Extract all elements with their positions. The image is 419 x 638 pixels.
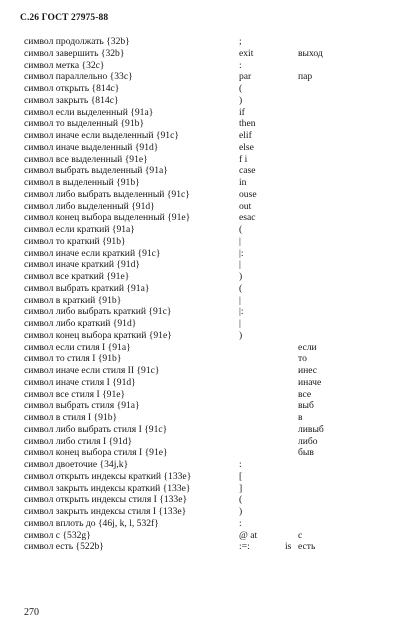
- symbol-russian: ливыб: [298, 423, 324, 435]
- symbol-glyph: |:: [239, 306, 244, 318]
- symbol-description: символ либо стиля I {91d}: [24, 435, 133, 447]
- symbol-description: символ в стиля I {91b}: [24, 412, 118, 423]
- table-row: [0, 424, 419, 436]
- table-row: [0, 248, 419, 260]
- table-row: [0, 271, 419, 283]
- symbol-russian: все: [298, 388, 312, 400]
- symbol-description: символ параллельно {33c}: [24, 71, 133, 83]
- symbol-description: символ иначе стиля I {91d}: [24, 376, 136, 388]
- table-row: [0, 459, 419, 471]
- table-row: [0, 318, 419, 330]
- symbol-glyph: else: [239, 141, 254, 153]
- table-row: [0, 330, 419, 342]
- symbol-russian: иначе: [298, 376, 322, 388]
- symbol-description: символ закрыть индексы стиля I {133e}: [24, 506, 187, 517]
- table-row: [0, 177, 419, 189]
- table-row: [0, 259, 419, 271]
- table-row: [0, 118, 419, 130]
- symbol-description: символ открыть индексы краткий {133e}: [24, 470, 192, 482]
- table-row: [0, 71, 419, 83]
- symbol-glyph: :: [239, 517, 242, 529]
- symbol-glyph: (: [239, 83, 243, 94]
- symbol-description: символ в выделенный {91b}: [24, 177, 140, 188]
- symbol-description: символ либо выделенный {91d}: [24, 200, 155, 212]
- symbol-description: символ выбрать стиля {91a}: [24, 400, 140, 412]
- table-row: [0, 212, 419, 224]
- symbol-description: символ либо краткий {91d}: [24, 318, 137, 329]
- symbol-description: символ если выделенный {91a}: [24, 106, 154, 118]
- symbol-glyph: f i: [239, 153, 248, 165]
- symbol-glyph: ): [239, 506, 243, 517]
- table-row: [0, 471, 419, 483]
- symbol-description: символ открыть индексы стиля I {133e}: [24, 494, 188, 506]
- symbol-russian: если: [298, 341, 317, 353]
- symbol-glyph: in: [239, 177, 247, 188]
- symbol-glyph: ouse: [239, 188, 257, 200]
- symbol-description: символ конец выбора выделенный {91e}: [24, 212, 191, 224]
- table-row: [0, 83, 419, 95]
- symbol-table: [0, 36, 419, 553]
- symbol-description: символ в краткий {91b}: [24, 294, 122, 306]
- symbol-description: символ иначе выделенный {91d}: [24, 141, 159, 153]
- symbol-glyph: |: [239, 259, 241, 271]
- symbol-russian: выб: [298, 400, 314, 412]
- table-row: [0, 201, 419, 213]
- symbol-glyph: if: [239, 106, 245, 118]
- table-row: [0, 541, 419, 553]
- table-row: [0, 494, 419, 506]
- symbol-glyph: (: [239, 494, 243, 506]
- symbol-description: символ либо выбрать краткий {91c}: [24, 306, 172, 318]
- symbol-russian: быв: [298, 447, 314, 459]
- symbol-glyph: ): [239, 94, 243, 106]
- symbol-glyph: |: [239, 294, 241, 306]
- symbol-description: символ либо выбрать стиля I {91c}: [24, 423, 168, 435]
- symbol-russian: то: [298, 353, 307, 365]
- symbol-description: символ конец выбора стиля I {91e}: [24, 447, 168, 459]
- symbol-glyph: [: [239, 470, 243, 482]
- table-row: [0, 130, 419, 142]
- symbol-glyph: :=:: [239, 541, 250, 553]
- symbol-russian: с: [298, 529, 303, 541]
- symbol-glyph: ): [239, 329, 243, 341]
- symbol-russian: инес: [298, 365, 318, 376]
- table-row: [0, 483, 419, 495]
- table-row: [0, 95, 419, 107]
- table-row: [0, 36, 419, 48]
- symbol-glyph: |: [239, 235, 241, 247]
- page-header: С.26 ГОСТ 27975-88: [20, 13, 109, 23]
- table-row: [0, 142, 419, 154]
- symbol-glyph: exit: [239, 47, 254, 59]
- table-row: [0, 365, 419, 377]
- table-row: [0, 295, 419, 307]
- symbol-description: символ если стиля I {91a}: [24, 341, 131, 353]
- table-row: [0, 306, 419, 318]
- symbol-russian: либо: [298, 435, 318, 447]
- table-row: [0, 107, 419, 119]
- symbol-glyph: out: [239, 200, 252, 212]
- symbol-glyph: |: [239, 318, 241, 329]
- symbol-description: символ иначе если стиля II {91c}: [24, 365, 160, 376]
- table-row: [0, 224, 419, 236]
- symbol-glyph: ]: [239, 482, 243, 494]
- table-row: [0, 506, 419, 518]
- symbol-description: символ выбрать выделенный {91a}: [24, 165, 168, 177]
- symbol-description: символ выбрать краткий {91a}: [24, 282, 150, 294]
- symbol-glyph: :: [239, 459, 242, 470]
- table-row: [0, 165, 419, 177]
- symbol-description: символ вплоть до {46j, k, l, 532f}: [24, 517, 159, 529]
- table-row: [0, 436, 419, 448]
- symbol-alt-glyph: is: [285, 541, 292, 553]
- symbol-description: символ иначе если краткий {91c}: [24, 247, 161, 259]
- table-row: [0, 377, 419, 389]
- symbol-glyph: then: [239, 118, 256, 130]
- symbol-description: символ двоеточие {34j,k}: [24, 459, 129, 470]
- symbol-description: символ если краткий {91a}: [24, 224, 135, 235]
- page-number: 270: [24, 607, 39, 618]
- symbol-description: символ все стиля I {91e}: [24, 388, 126, 400]
- table-row: [0, 60, 419, 72]
- table-row: [0, 283, 419, 295]
- symbol-description: символ завершить {32b}: [24, 47, 125, 59]
- symbol-description: символ конец выбора краткий {91e}: [24, 329, 172, 341]
- table-row: [0, 447, 419, 459]
- symbol-russian: выход: [298, 47, 323, 59]
- symbol-glyph: (: [239, 282, 243, 294]
- symbol-description: символ то краткий {91b}: [24, 235, 126, 247]
- symbol-glyph: elif: [239, 130, 252, 141]
- symbol-glyph: |:: [239, 247, 244, 259]
- symbol-glyph: :: [239, 59, 242, 71]
- symbol-description: символ иначе если выделенный {91c}: [24, 130, 179, 141]
- table-row: [0, 400, 419, 412]
- symbol-russian: пар: [298, 71, 313, 83]
- symbol-glyph: @ at: [239, 529, 258, 541]
- table-row: [0, 412, 419, 424]
- table-row: [0, 342, 419, 354]
- symbol-description: символ то выделенный {91b}: [24, 118, 145, 130]
- symbol-description: символ либо выбрать выделенный {91c}: [24, 188, 190, 200]
- symbol-glyph: esac: [239, 212, 256, 224]
- symbol-description: символ то стиля I {91b}: [24, 353, 122, 365]
- symbol-description: символ закрыть {814c}: [24, 94, 119, 106]
- symbol-description: символ открыть {814c}: [24, 83, 120, 94]
- symbol-russian: есть: [298, 541, 316, 553]
- symbol-description: символ метка {32c}: [24, 59, 105, 71]
- table-row: [0, 389, 419, 401]
- symbol-description: символ есть {522b}: [24, 541, 104, 553]
- symbol-glyph: ): [239, 271, 243, 282]
- symbol-description: символ закрыть индексы краткий {133e}: [24, 482, 191, 494]
- table-row: [0, 189, 419, 201]
- table-row: [0, 353, 419, 365]
- symbol-description: символ продолжать {32b}: [24, 36, 130, 47]
- symbol-glyph: (: [239, 224, 243, 235]
- symbol-glyph: case: [239, 165, 256, 177]
- table-row: [0, 154, 419, 166]
- symbol-russian: в: [298, 412, 303, 423]
- symbol-description: символ все выделенный {91e}: [24, 153, 148, 165]
- symbol-glyph: par: [239, 71, 252, 83]
- table-row: [0, 518, 419, 530]
- symbol-glyph: ;: [239, 36, 242, 47]
- symbol-description: символ иначе краткий {91d}: [24, 259, 140, 271]
- symbol-description: символ все краткий {91e}: [24, 271, 130, 282]
- table-row: [0, 530, 419, 542]
- table-row: [0, 48, 419, 60]
- table-row: [0, 236, 419, 248]
- symbol-description: символ с {532g}: [24, 529, 91, 541]
